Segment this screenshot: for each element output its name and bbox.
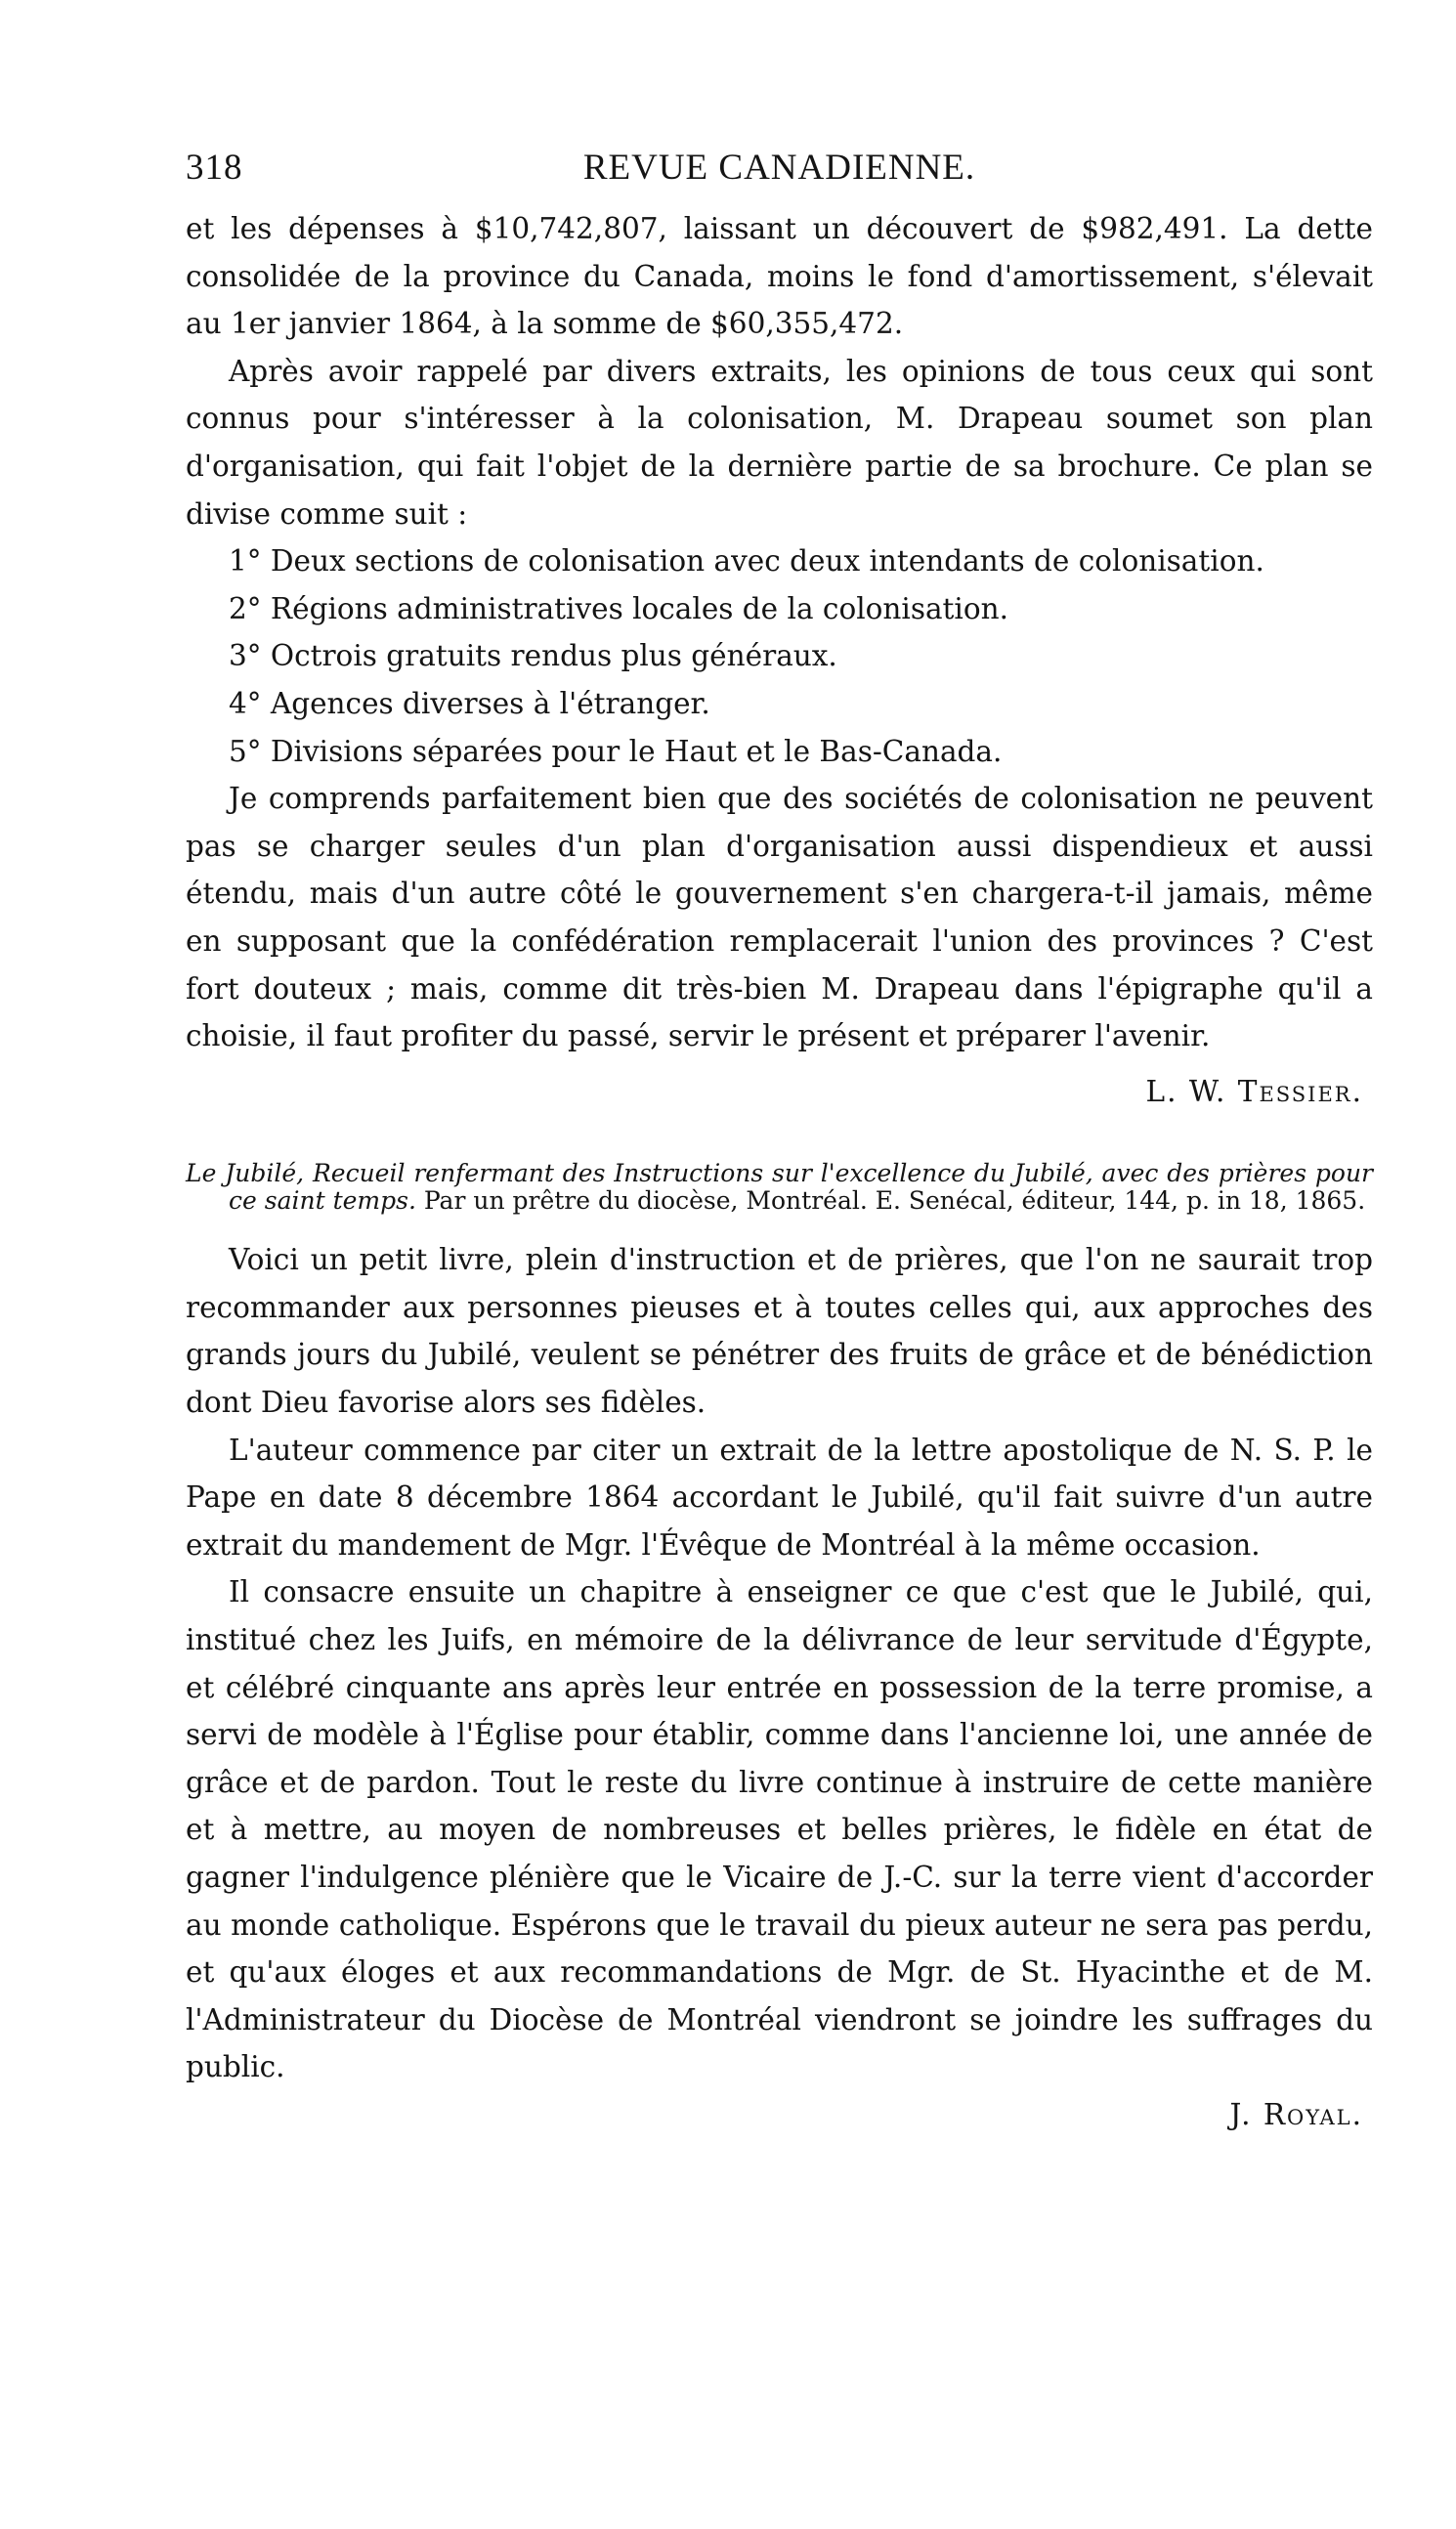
- paragraph: Je comprends parfaitement bien que des sociétés de colonisation ne peuvent pas se charger seules d'un plan d'organisation aussi dispendieux et aussi étendu, mais d'un autre côté le gouvernement s'en chargera-t-il jamais, même en supposant que la confédération remplacerait l'union des provinces ? C'est fort douteux ; mais, comme dit très-bien M. Drapeau dans l'épigraphe qu'il a choisie, il faut profiter du passé, servir le présent et préparer l'avenir.: [186, 782, 1373, 1053]
- book-page: [186, 147, 1373, 2139]
- list-item: 4° Agences diverses à l'étranger.: [229, 686, 710, 720]
- bibliographic-entry: [186, 1160, 1373, 1215]
- signature: L. W. Tessier.: [1145, 1074, 1363, 1108]
- book-title: Le Jubilé, Recueil renfermant des Instructions sur l'excellence du Jubilé, avec des prières pour ce saint temps.: [186, 1159, 1373, 1216]
- paragraph: Voici un petit livre, plein d'instruction et de prières, que l'on ne saurait trop recommander aux personnes pieuses et à toutes celles qui, aux approches des grands jours du Jubilé, veulent se pénétrer des fruits de grâce et de bénédiction dont Dieu favorise alors ses fidèles.: [186, 1243, 1373, 1420]
- page-number: 318: [186, 148, 243, 188]
- review-jubile: [186, 1160, 1373, 2138]
- review-drapeau: [186, 205, 1373, 1115]
- paragraph: et les dépenses à $10,742,807, laissant un découvert de $982,491. La dette consolidée de la province du Canada, moins le fond d'amortissement, s'élevait au 1er janvier 1864, à la somme de $60,355,472.: [186, 212, 1373, 341]
- publication-details: Par un prêtre du diocèse, Montréal. E. Senécal, éditeur, 144, p. in 18, 1865.: [415, 1186, 1366, 1216]
- paragraph: Il consacre ensuite un chapitre à enseigner ce que c'est que le Jubilé, qui, institué chez les Juifs, en mémoire de la délivrance de leur servitude d'Égypte, et célébré cinquante ans après leur entrée en possession de la terre promise, a servi de modèle à l'Église pour établir, comme dans l'ancienne loi, une année de grâce et de pardon. Tout le reste du livre continue à instruire de cette manière et à mettre, au moyen de nombreuses et belles prières, le fidèle en état de gagner l'indulgence plénière que le Vicaire de J.-C. sur la terre vient d'accorder au monde catholique. Espérons que le travail du pieux auteur ne sera pas perdu, et qu'aux éloges et aux recommandations de Mgr. de St. Hyacinthe et de M. l'Administrateur du Diocèse de Montréal viendront se joindre les suffrages du public.: [186, 1575, 1373, 2084]
- list-item: 5° Divisions séparées pour le Haut et le Bas-Canada.: [229, 734, 1003, 768]
- plan-list: [186, 537, 1373, 775]
- running-title: REVUE CANADIENNE.: [582, 148, 976, 188]
- paragraph: Après avoir rappelé par divers extraits, les opinions de tous ceux qui sont connus pour s'intéresser à la colonisation, M. Drapeau soumet son plan d'organisation, qui fait l'objet de la dernière partie de sa brochure. Ce plan se divise comme suit :: [186, 354, 1373, 531]
- signature: J. Royal.: [1229, 2097, 1363, 2131]
- list-item: 2° Régions administratives locales de la colonisation.: [229, 591, 1008, 625]
- list-item: 1° Deux sections de colonisation avec deux intendants de colonisation.: [229, 544, 1264, 579]
- running-head: [186, 147, 1373, 205]
- paragraph: L'auteur commence par citer un extrait de la lettre apostolique de N. S. P. le Pape en date 8 décembre 1864 accordant le Jubilé, qu'il fait suivre d'un autre extrait du mandement de Mgr. l'Évêque de Montréal à la même occasion.: [186, 1433, 1373, 1562]
- list-item: 3° Octrois gratuits rendus plus généraux.: [229, 639, 837, 673]
